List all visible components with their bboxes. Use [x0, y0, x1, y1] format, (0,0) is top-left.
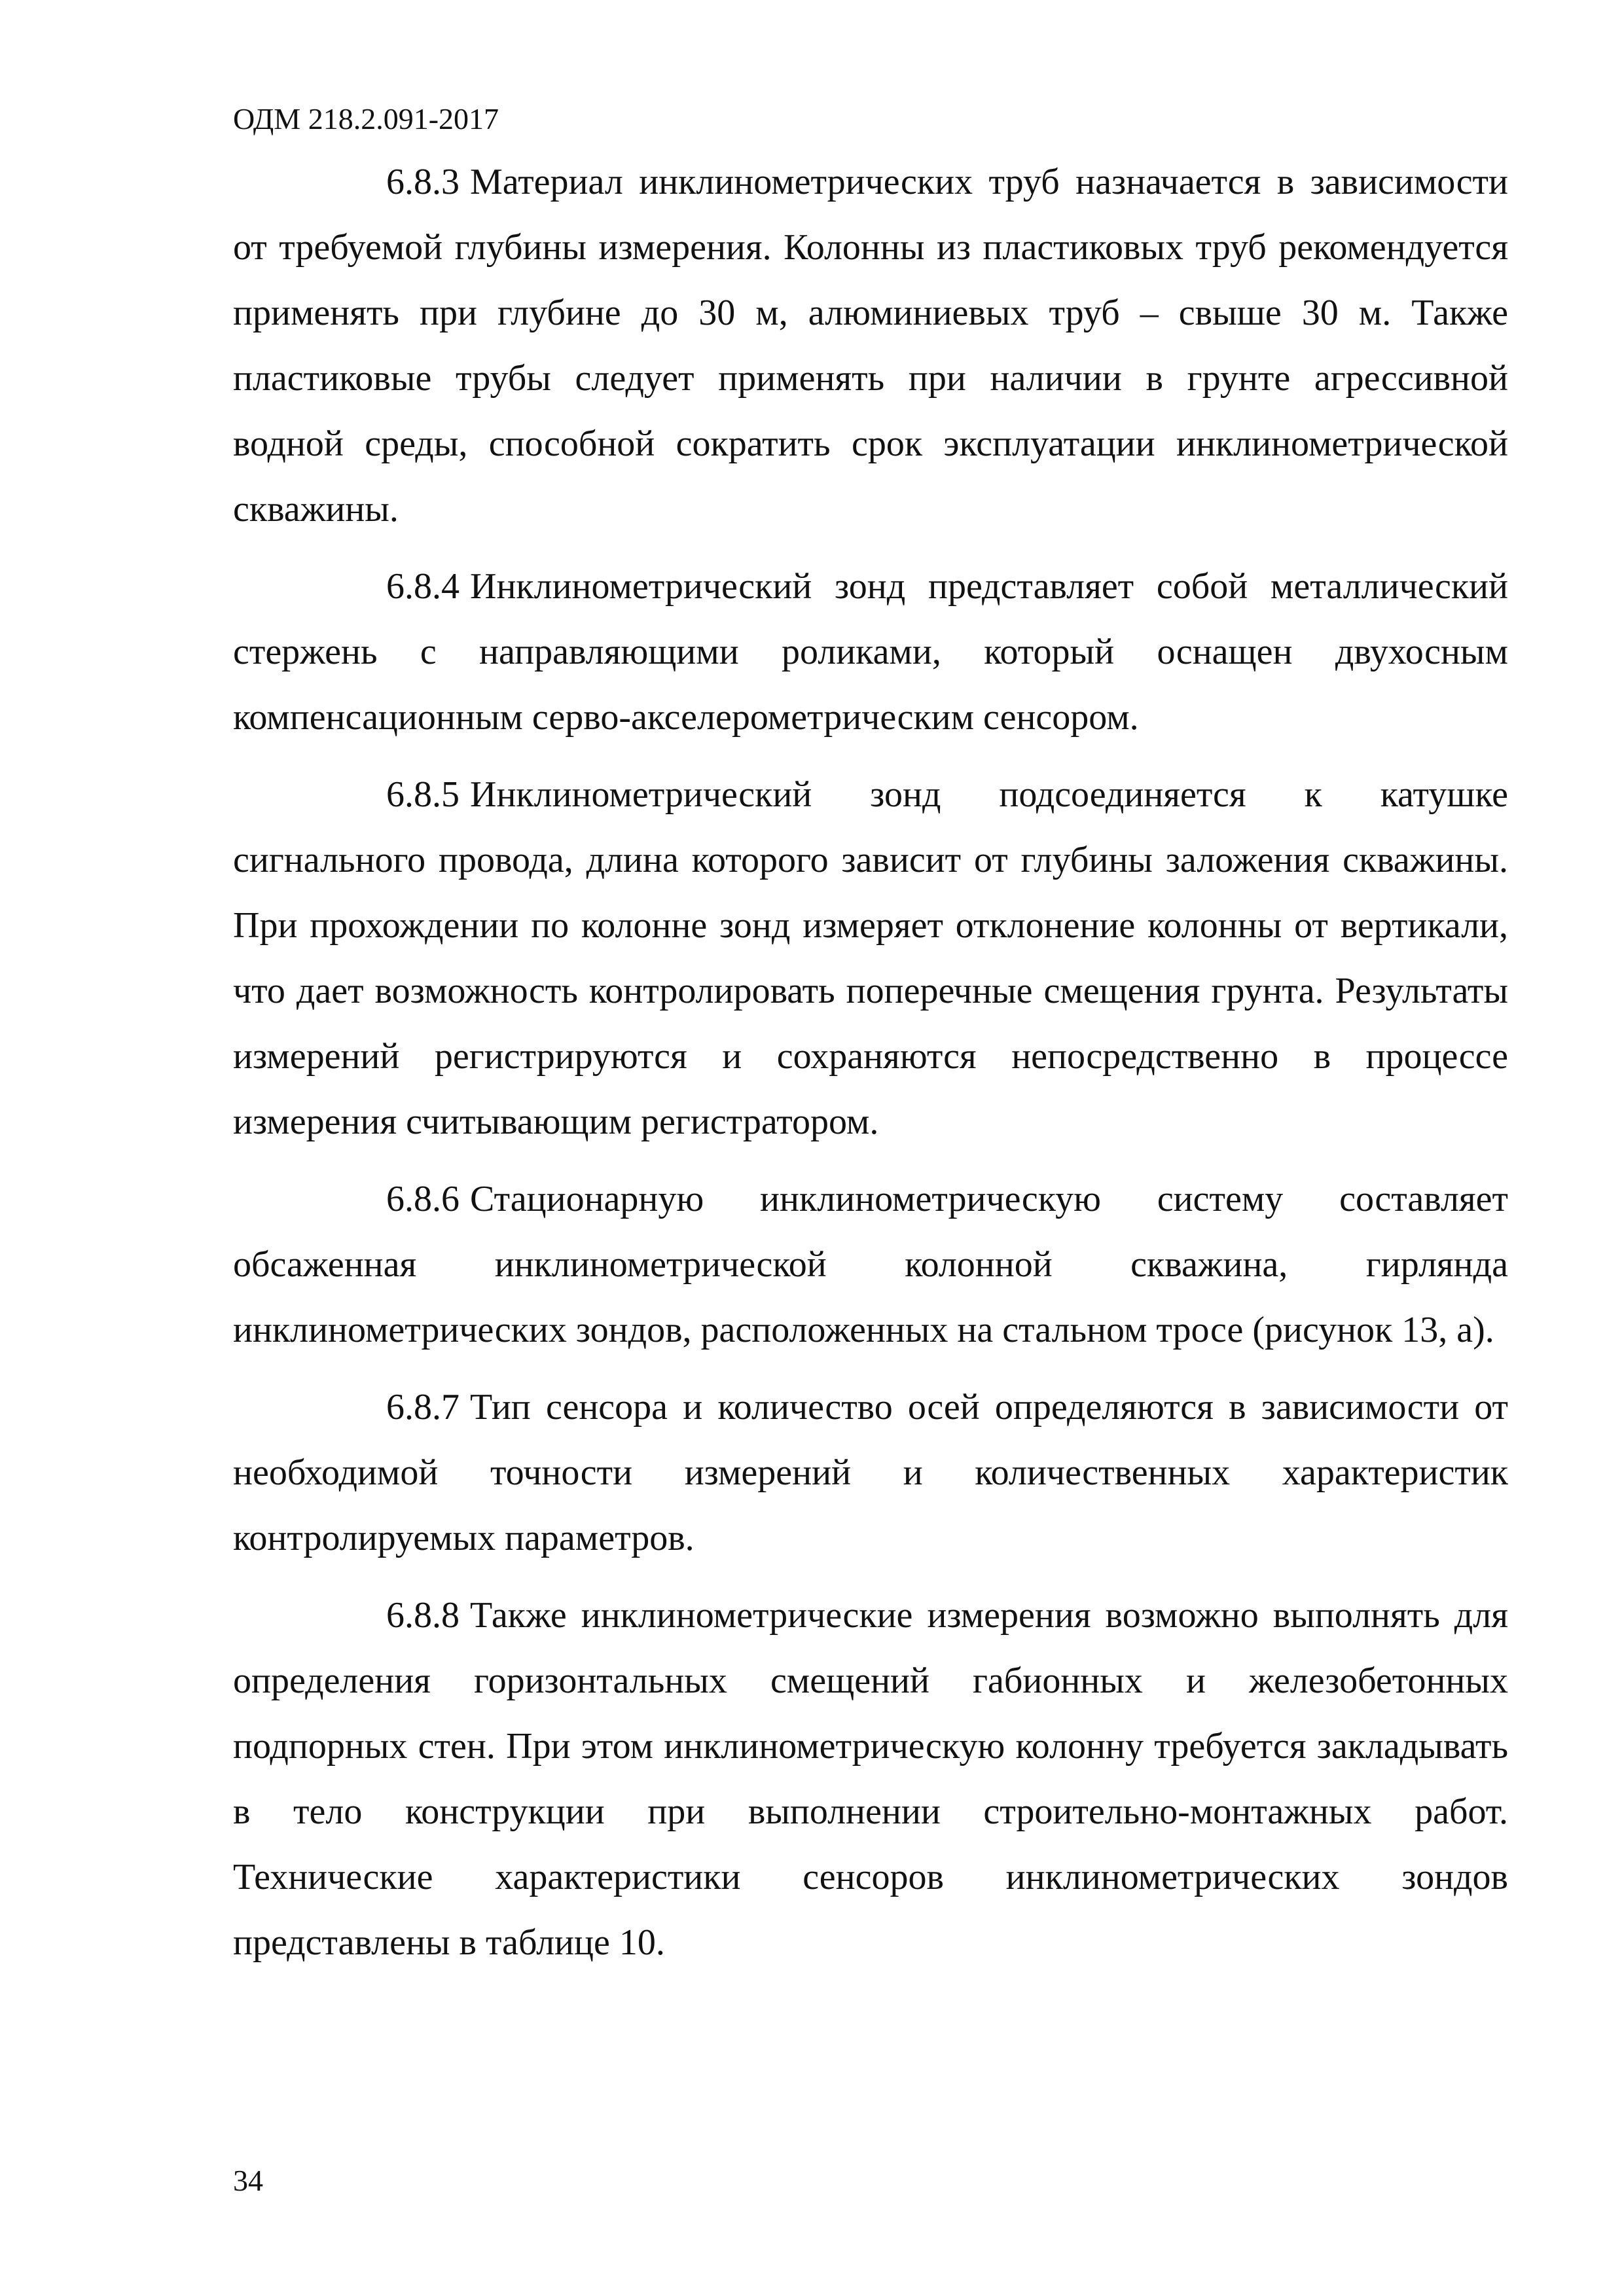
- paragraph-number: 6.8.3: [386, 162, 460, 202]
- paragraph-6-8-6: [233, 1166, 1508, 1363]
- page-number: 34: [233, 2164, 263, 2197]
- paragraph-6-8-7: [233, 1374, 1508, 1571]
- body-text: [233, 149, 1508, 1987]
- paragraph-text: Также инклинометрические измерения возможно выполнять для определения горизонтальных смещений габионных и железобетонных подпорных стен. При этом инклинометрическую колонну требуется закладывать в тело конструкции при выполнении строительно-монтажных работ. Технические характеристики сенсоров инклинометрических зондов представлены в таблице 10.: [233, 1595, 1508, 1963]
- paragraph-text: Стационарную инклинометрическую систему составляет обсаженная инклинометрической колонной скважина, гирлянда инклинометрических зондов, расположенных на стальном тросе (рисунок 13, а).: [233, 1179, 1508, 1350]
- paragraph-text: Инклинометрический зонд подсоединяется к катушке сигнального провода, длина которого зависит от глубины заложения скважины. При прохождении по колонне зонд измеряет отклонение колонны от вертикали, что дает возможность контролировать поперечные смещения грунта. Результаты измерений регистрируются и сохраняются непосредственно в процессе измерения считывающим регистратором.: [233, 774, 1508, 1142]
- document-code: ОДМ 218.2.091-2017: [233, 102, 499, 135]
- paragraph-6-8-3: [233, 149, 1508, 542]
- paragraph-6-8-8: [233, 1583, 1508, 1975]
- paragraph-text: Материал инклинометрических труб назначается в зависимости от требуемой глубины измерения. Колонны из пластиковых труб рекомендуется применять при глубине до 30 м, алюминиевых труб – свыше 30 м. Также пластиковые трубы следует применять при наличии в грунте агрессивной водной среды, способной сократить срок эксплуатации инклинометрической скважины.: [233, 162, 1508, 529]
- paragraph-number: 6.8.8: [386, 1595, 460, 1636]
- paragraph-6-8-4: [233, 554, 1508, 750]
- paragraph-number: 6.8.4: [386, 566, 460, 607]
- paragraph-number: 6.8.6: [386, 1179, 460, 1219]
- paragraph-text: Тип сенсора и количество осей определяются в зависимости от необходимой точности измерений и количественных характеристик контролируемых параметров.: [233, 1387, 1508, 1558]
- paragraph-text: Инклинометрический зонд представляет собой металлический стержень с направляющими роликами, который оснащен двухосным компенсационным серво-акселерометрическим сенсором.: [233, 566, 1508, 738]
- paragraph-number: 6.8.5: [386, 774, 460, 815]
- paragraph-number: 6.8.7: [386, 1387, 460, 1427]
- paragraph-6-8-5: [233, 762, 1508, 1155]
